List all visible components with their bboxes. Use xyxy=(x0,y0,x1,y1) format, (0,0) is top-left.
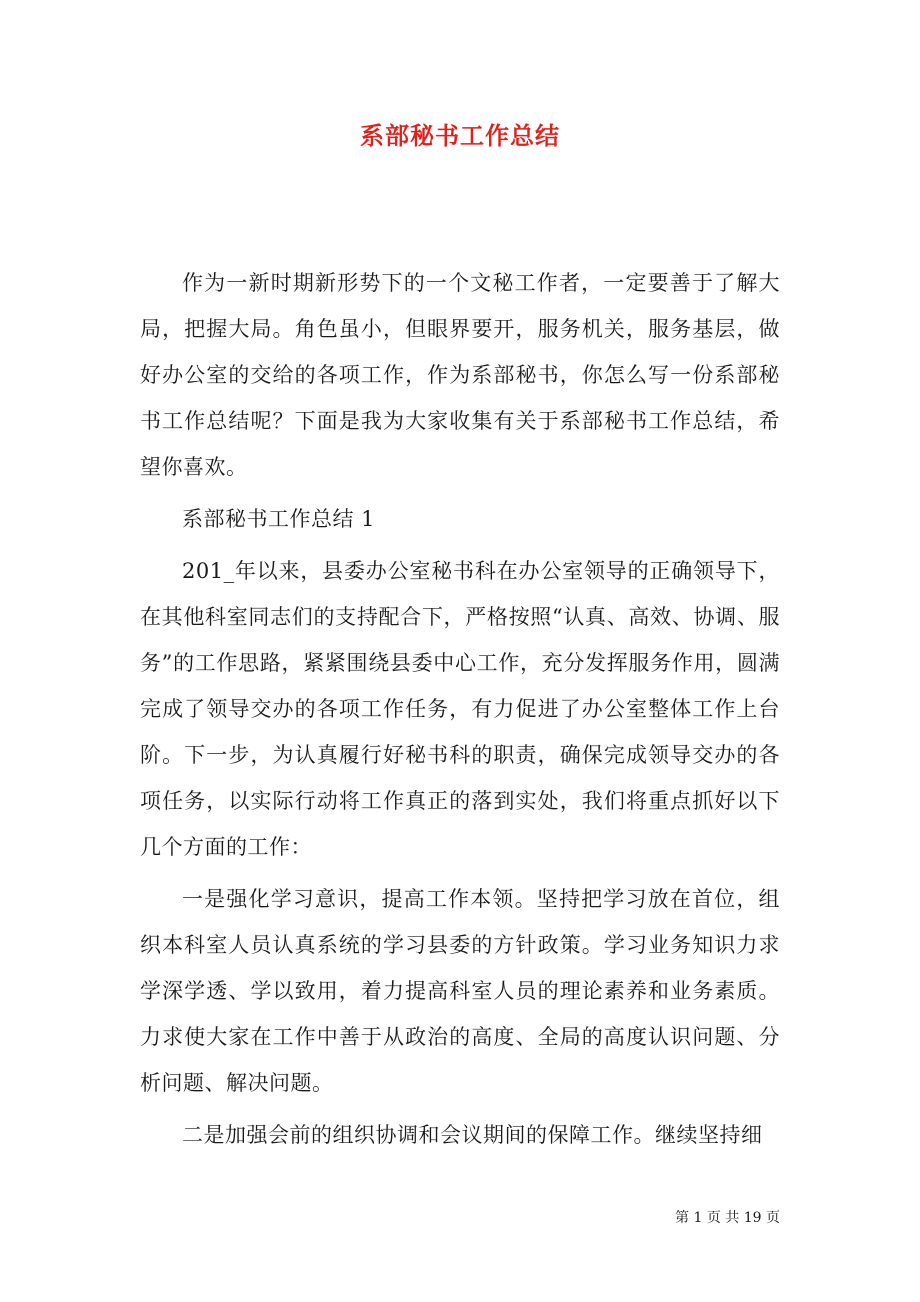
paragraph-point-one: 一是强化学习意识，提高工作本领。坚持把学习放在首位，组织本科室人员认真系统的学习县委的方针政策。学习业务知识力求学深学透、学以致用，着力提高科室人员的理论素养和业务素质。力求使大家在工作中善于从政治的高度、全局的高度认识问题、分析问题、解决问题。 xyxy=(140,887,780,1095)
paragraph-intro: 作为一新时期新形势下的一个文秘工作者，一定要善于了解大局，把握大局。角色虽小，但眼界要开，服务机关，服务基层，做好办公室的交给的各项工作，作为系部秘书，你怎么写一份系部秘书工作总结呢？下面是我为大家收集有关于系部秘书工作总结，希望你喜欢。 xyxy=(140,271,780,479)
document-body xyxy=(140,260,780,1158)
document-title: 系部秘书工作总结 xyxy=(360,121,560,150)
section-heading: 系部秘书工作总结 1 xyxy=(182,507,376,531)
paragraph-point-two: 二是加强会前的组织协调和会议期间的保障工作。继续坚持细 xyxy=(182,1123,763,1147)
page-number: 第 1 页 共 19 页 xyxy=(675,1210,780,1226)
paragraph-overview: 201_年以来，县委办公室秘书科在办公室领导的正确领导下，在其他科室同志们的支持配合下，严格按照“认真、高效、协调、服务”的工作思路，紧紧围绕县委中心工作，充分发挥服务作用，圆满完成了领导交办的各项工作任务，有力促进了办公室整体工作上台阶。下一步，为认真履行好秘书科的职责，确保完成领导交办的各项任务，以实际行动将工作真正的落到实处，我们将重点抓好以下几个方面的工作： xyxy=(140,559,780,859)
